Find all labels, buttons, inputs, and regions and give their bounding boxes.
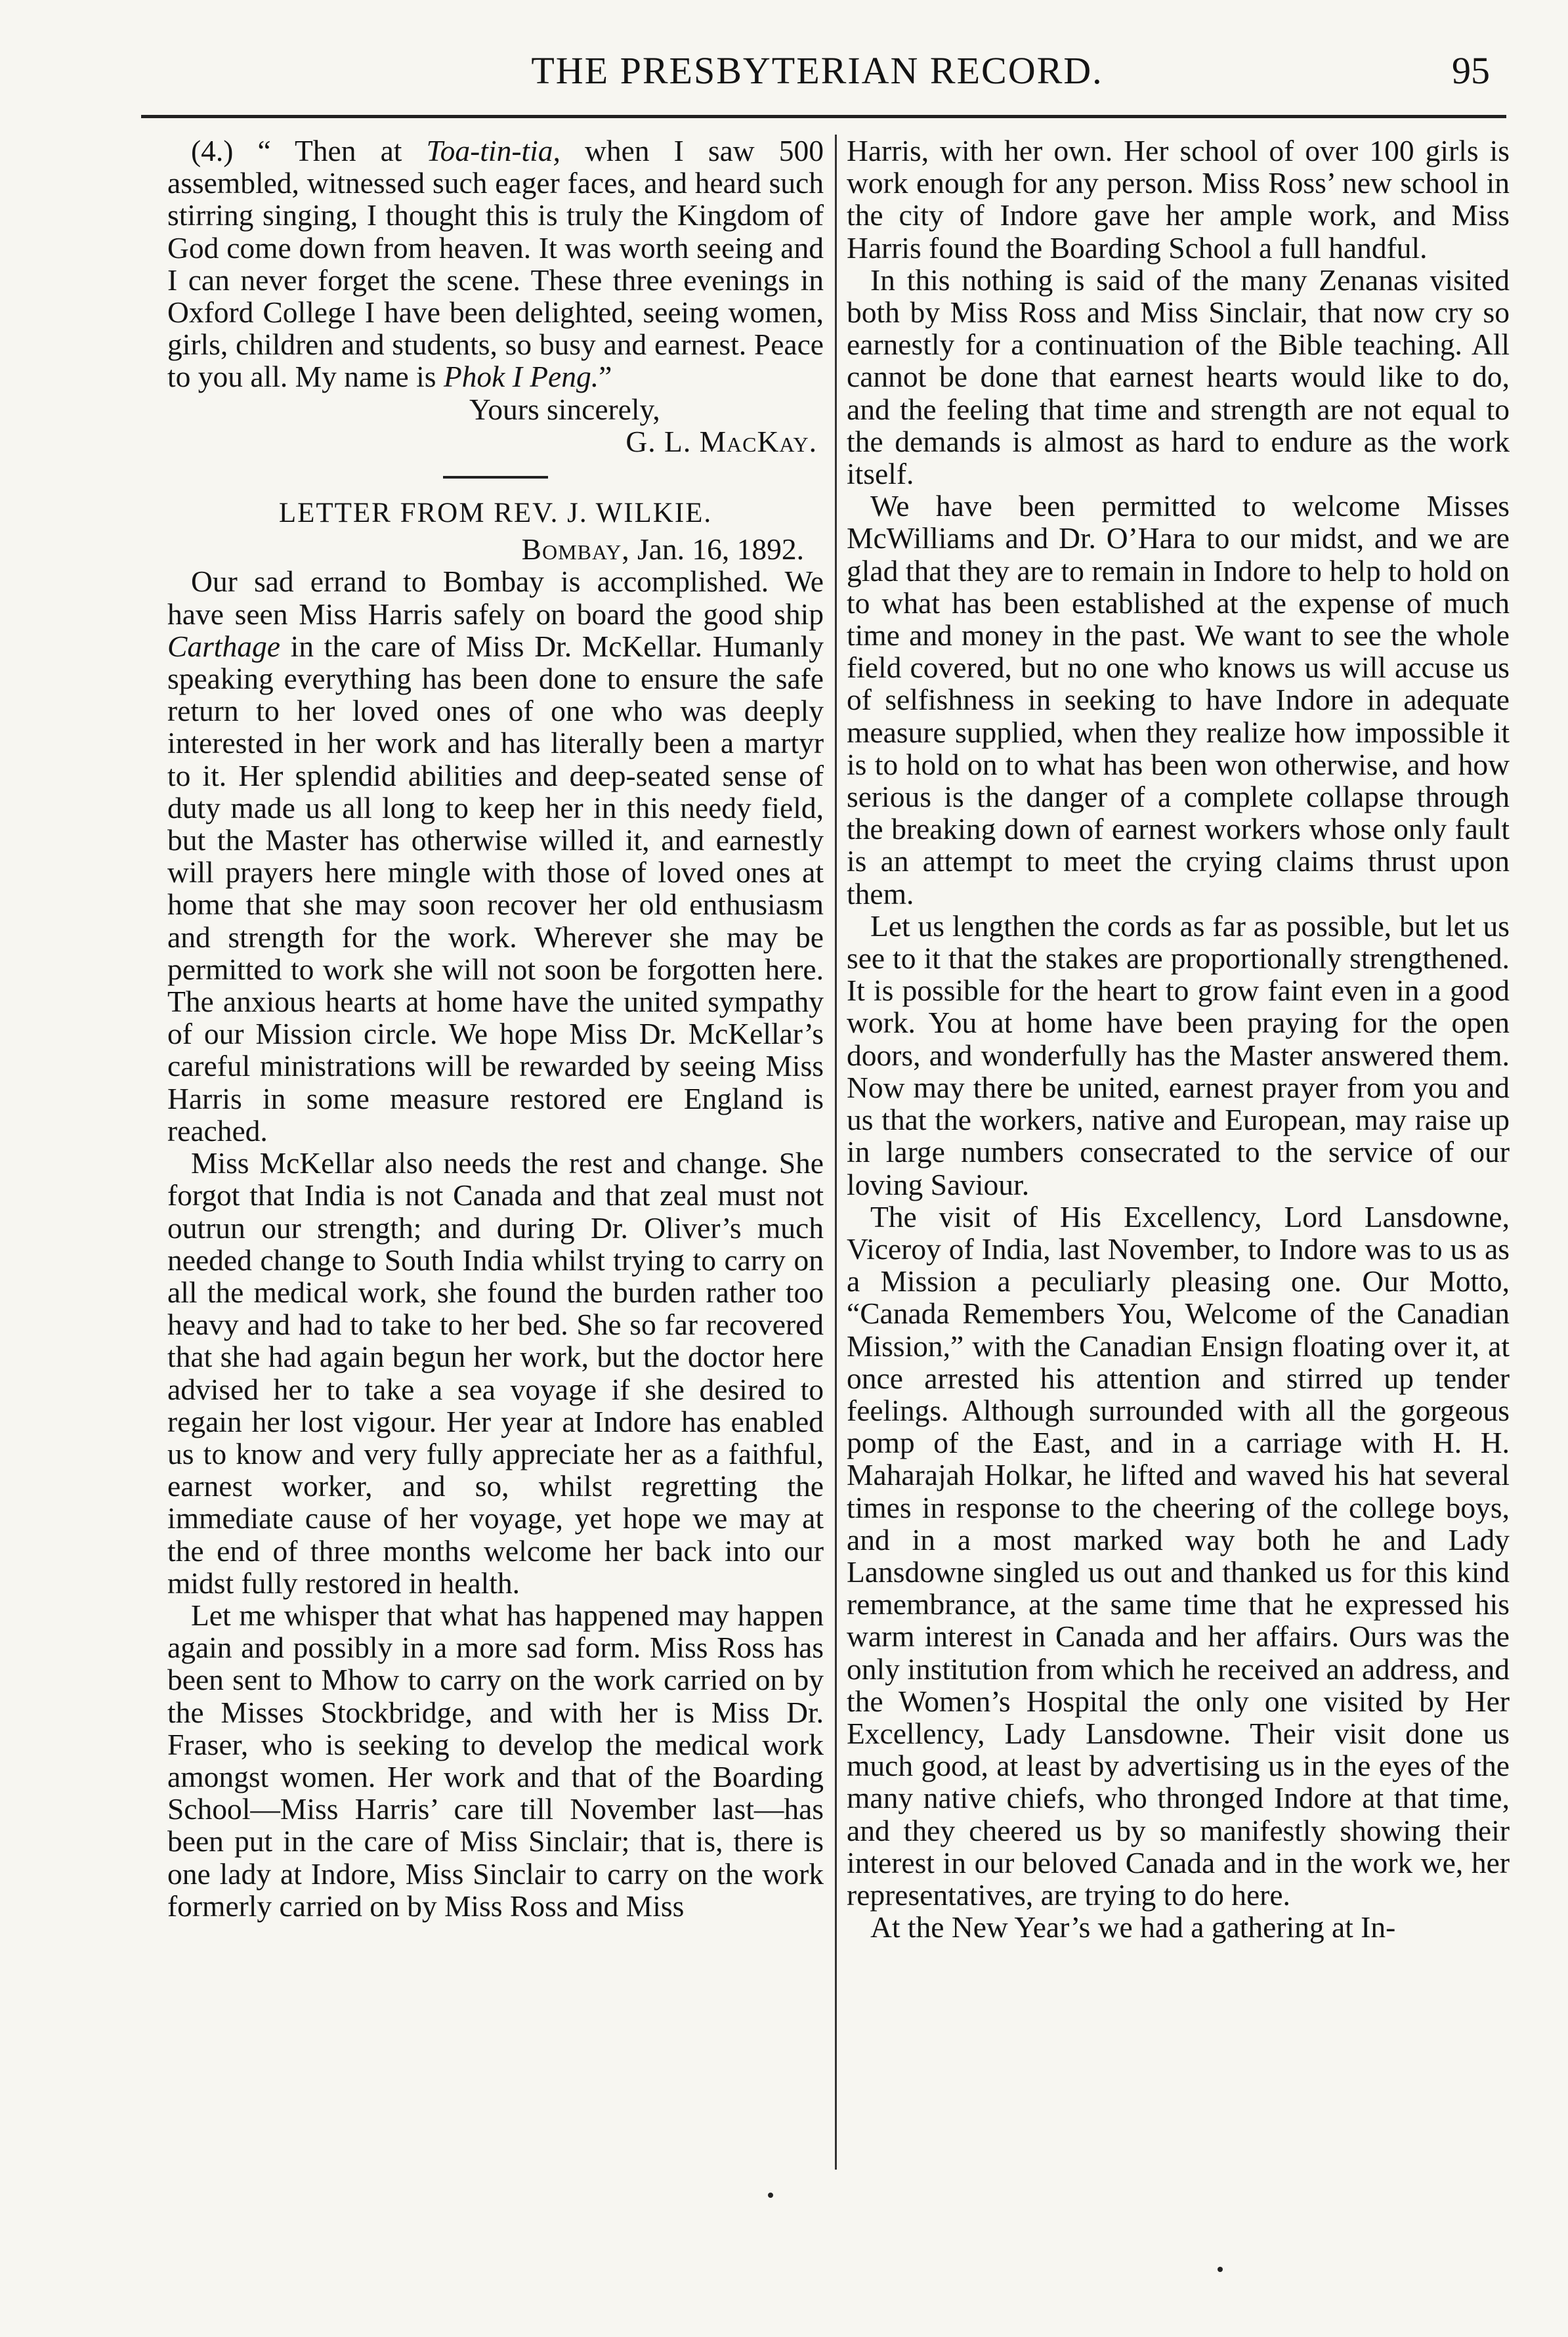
text-run: when I saw 500 assembled, witnessed such eager faces, and heard such stirring singing, I thought this is truly the Kingdom of God come down from heaven. It was worth seeing and I can never forget the scene. These three evenings in Oxford College I have been delighted, seeing women, girls, children and students, so busy and earnest. Peace to you all. My name is [167, 134, 824, 394]
place-name: Toa-tin-tia, [426, 134, 561, 167]
right-column [847, 135, 1510, 1943]
body-paragraph: Harris, with her own. Her school of over 100 girls is work enough for any person. Miss Ross’ new school in the city of Indore gave her ample work, and Miss Harris found the Boarding School a full handful. [847, 134, 1510, 265]
letter-signoff: Yours sincerely, [469, 392, 660, 426]
text-run: in the care of Miss Dr. McKellar. Humanly speaking everything has been done to ensure the safe return to her loved ones of one who was deeply interested in her work and has literally been a martyr to it. Her splendid abilities and deep-seated sense of duty made us all long to keep her in this needy field, but the Master has otherwise willed it, and earnestly will prayers here mingle with those of loved ones at home that she may soon recover her old enthusiasm and strength for the work. Wherever she may be permitted to work she will not soon be forgotten here. The anxious hearts at home have the united sympathy of our Mission circle. We hope Miss Dr. McKellar’s careful ministrations will be rewarded by seeing Miss Harris in some measure restored ere England is reached. [167, 629, 824, 1147]
text-run: ” [599, 360, 612, 394]
letter-dateline [167, 533, 824, 565]
page-number: 95 [1452, 49, 1490, 92]
letter-signature: G. L. MacKay. [625, 424, 817, 458]
print-speck [1218, 2267, 1223, 2272]
section-divider [443, 476, 548, 479]
body-paragraph [167, 565, 824, 1147]
body-paragraph: The visit of His Excellency, Lord Lansdowne, Viceroy of India, last November, to Indore was to us as a Mission a peculiarly pleasing one. Our Motto, “Canada Remembers You, Welcome of the Canadian Mission,” with the Canadian Ensign floating over it, at once arrested his attention and stirred up tender feelings. Although surrounded with all the gorgeous pomp of the East, and in a carriage with H. H. Maharajah Holkar, he lifted and waved his hat several times in response to the cheering of the college boys, and in a most marked way both he and Lady Lansdowne singled us out and thanked us for this kind remembrance, at the same time that he expressed his warm interest in Canada and her affairs. Ours was the only institution from which he received an address, and the Women’s Hospital the only one visited by Her Excellency, Lady Lansdowne. Their visit done us much good, at least by advertising us in the eyes of the many native chiefs, who thronged Indore at that time, and they cheered us by so manifestly showing their interest in our beloved Canada and in the work we, her representatives, are trying to do here. [847, 1199, 1510, 1912]
dateline-place: Bombay, [521, 532, 630, 567]
text-run: Our sad errand to Bombay is accomplished. We have seen Miss Harris safely on board the good ship [167, 565, 824, 631]
text-run: (4.) “ Then at [191, 134, 427, 167]
header-rule [141, 115, 1506, 118]
journal-title: THE PRESBYTERIAN RECORD. [531, 49, 1103, 92]
page-header [138, 46, 1496, 118]
letter-continuation-paragraph [167, 135, 824, 393]
body-paragraph: Let me whisper that what has happened may happen again and possibly in a more sad form. Miss Ross has been sent to Mhow to carry on the work carried on by the Misses Stockbridge, and with her is Miss Dr. Fraser, who is seeking to develop the medical work amongst women. Her work and that of the Boarding School—Miss Harris’ care till November last—has been put in the care of Miss Sinclair; that is, there is one lady at Indore, Miss Sinclair to carry on the work formerly carried on by Miss Ross and Miss [167, 1598, 824, 1923]
person-name: Phok I Peng. [443, 360, 599, 394]
print-speck [768, 2193, 773, 2198]
body-paragraph: In this nothing is said of the many Zenanas visited both by Miss Ross and Miss Sinclair, that now cry so earnestly for a continuation of the Bible teaching. All cannot be done that earnest hearts would like to do, and the feeling that time and strength are not equal to the demands is almost as hard to endure as the work itself. [847, 263, 1510, 491]
letter-heading: LETTER FROM REV. J. WILKIE. [278, 498, 713, 529]
column-divider [835, 135, 837, 2170]
body-paragraph: Miss McKellar also needs the rest and change. She forgot that India is not Canada and that zeal must not outrun our strength; and during Dr. Oliver’s much needed change to South India whilst trying to carry on all the medical work, she found the burden rather too heavy and had to take to her bed. She so far recovered that she had again begun her work, but the doctor here advised her to take a sea voyage if she desired to regain her lost vigour. Her year at Indore has enabled us to know and very fully appreciate her as a faithful, earnest worker, and so, whilst regretting the immediate cause of her voyage, yet hope we may at the end of three months welcome her back into our midst fully restored in health. [167, 1146, 824, 1600]
dateline-date: Jan. 16, 1892. [629, 532, 804, 567]
body-paragraph: We have been permitted to welcome Misses McWilliams and Dr. O’Hara to our midst, and we are glad that they are to remain in Indore to help to hold on to what has been established at the expense of much time and money in the past. We want to see the whole field covered, but no one who knows us will accuse us of selfishness in seeking to have Indore in adequate measure supplied, when they realize how impossible it is to hold on to what has been won otherwise, and how serious is the danger of a complete collapse through the breaking down of earnest workers whose only fault is an attempt to meet the crying claims thrust upon them. [847, 489, 1510, 911]
body-paragraph: At the New Year’s we had a gathering at In- [870, 1910, 1396, 1944]
left-column [167, 135, 824, 1922]
ship-name: Carthage [167, 629, 280, 663]
body-paragraph: Let us lengthen the cords as far as possible, but let us see to it that the stakes are proportionally strengthened. It is possible for the heart to grow faint even in a good work. You at home have been praying for the open doors, and wonderfully has the Master answered them. Now may there be united, earnest prayer from you and us that the workers, native and European, may raise up in large numbers consecrated to the service of our loving Saviour. [847, 909, 1510, 1201]
